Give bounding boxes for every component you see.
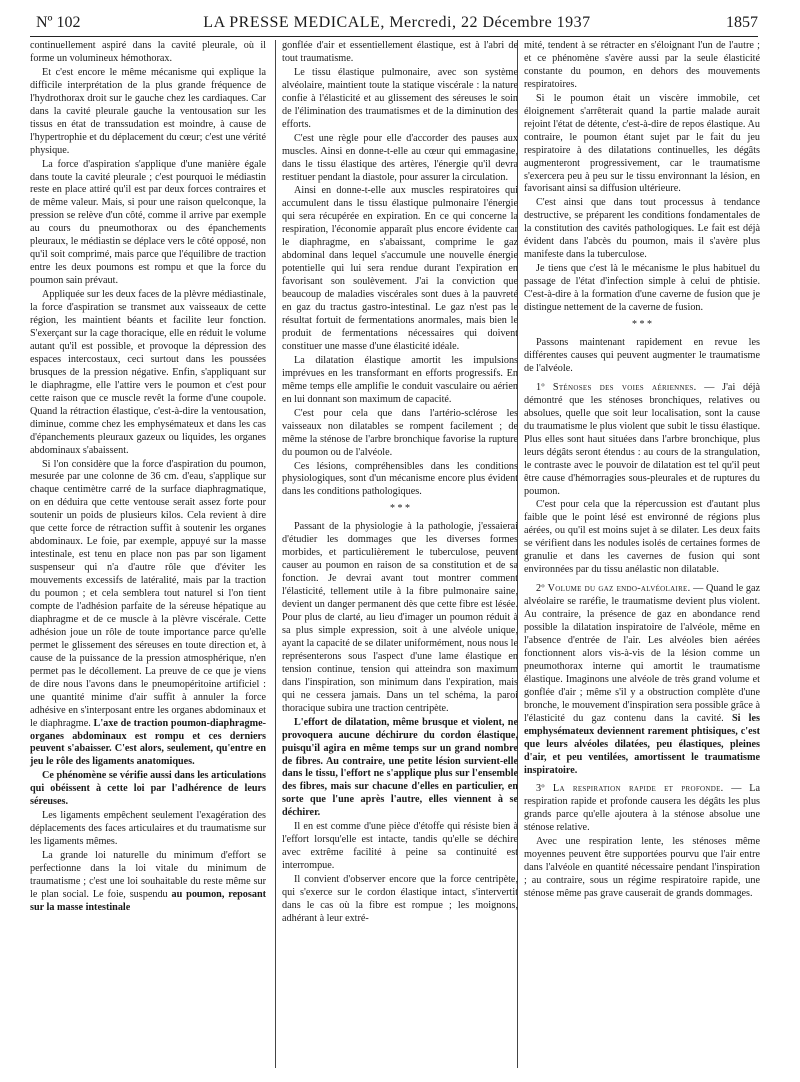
page-header — [36, 14, 758, 36]
paragraph: Passons maintenant rapidement en revue les différentes causes qui peuvent augmenter le traumatisme de l'alvéole. — [524, 337, 760, 374]
emphasis-text: L'axe de traction poumon-diaphragme-organes abdominaux est rompu et ces derniers peuvent s'abaisser. C'est alors, seulement, qu'entre en jeu le rôle des ligaments anatomiques. — [30, 717, 266, 768]
column-divider — [275, 40, 276, 1068]
paragraph: Si le poumon était un viscère immobile, cet éloignement s'arrêterait quand la partie malade aurait rejoint l'état de détente, c'est-à-dire de repos élastique. Au contraire, le poumon étant sujet par le fait du jeu respiratoire à des dilatations continuelles, les dégâts augmenteront progressivement, car le traumatisme s'exercera peu à peu sur le tissu environnant la lésion, en favorisant ainsi sa diffusion ultérieure. — [524, 92, 760, 195]
issue-number: Nº 102 — [36, 14, 81, 31]
paragraph-text: — La respiration rapide et profonde causera les dégâts les plus grands parce qu'elle ajoutera à la sténose absolue une sténose relative. — [524, 783, 760, 834]
paragraph-text: — Quand le gaz alvéolaire se raréfie, le traumatisme devient plus violent. Au contraire, la présence de gaz en abondance rend possible la dilatation inspiratoire de l'alvéole, même en l'absence d'entrée de l'air. Les alvéoles bien aérées fonctionnent alors vis-à-vis de la lésion comme un pneumothorax interne qui amortit le traumatisme élastique. Imaginons une alvéole de très grand volume et gonflée d'air ; même s'il y a obstruction complète d'une bronche, le mouvement d'inspiration sera possible grâce à l'élasticité du gaz contenu dans la cavité. — [524, 583, 760, 724]
page-number: 1857 — [726, 14, 758, 31]
header-rule — [30, 36, 758, 37]
paragraph: C'est pour cela que la répercussion est d'autant plus faible que le point lésé est environné de régions plus aérées, ou qu'il est moins sujet à se dilater. Les deux faits se vérifient dans les nodules isolés de certaines formes de granulie et dans les cavernes de fusion qui sont environnées par du tissu anélastic non dilatable. — [524, 499, 760, 576]
emphasis-text: Si les emphysémateux deviennent rarement phtisiques, c'est que leurs alvéoles dilatées, peu élastiques, pleines d'air, et peu ventilées, amortissent le traumatisme inspiratoire. — [524, 712, 760, 776]
paragraph: C'est une règle pour elle d'accorder des pauses aux muscles. Ainsi en donne-t-elle au cœur qui emmagasine, dans le tissu élastique des artères, l'énergie qu'il devra restituer pendant la diastole, pour assurer la circulation. — [282, 132, 518, 183]
emphasis-text: au poumon, reposant sur la masse intestinale — [30, 888, 266, 913]
paragraph: La dilatation élastique amortit les impulsions imprévues en les transformant en efforts progressifs. En même temps elle amplifie le conduit vasculaire ou aérien en lui donnant son maximum de capacité. — [282, 354, 518, 405]
paragraph: Appliquée sur les deux faces de la plèvre médiastinale, la force d'aspiration se transmet aux vaisseaux de cette région, les maintient béants et facilite leur fonction. S'exerçant sur la cage thoracique, elle en réduit le volume autant qu'il est possible, et provoque la dépression des espaces intercostaux, ceci surtout dans les poussées brusques de la pression négative. Enfin, s'appliquant sur le diaphragme, elle l'attire vers le poumon et c'est pour cette raison que ce muscle revêt la forme d'une coupole. Quand la rétraction élastique, c'est-à-dire la ventousation, diminue, comme chez les emphysémateux et dans les cas d'épanchements pleuraux gazeux ou liquides, les organes abdominaux s'abaissent. — [30, 289, 266, 456]
paragraph: Il en est comme d'une pièce d'étoffe qui résiste bien à l'effort lorsqu'elle est intacte, tandis qu'elle se déchire avec extrême facilité à peine sa continuité est interrompue. — [282, 821, 518, 872]
paragraph: C'est ainsi que dans tout processus à tendance destructive, se préparent les conditions fondamentales de la constitution des cavités pathologiques. Le fait est déjà évident dans l'abcès du poumon, mais il s'avère plus manifeste dans la tuberculose. — [524, 197, 760, 261]
paragraph: gonflée d'air et essentiellement élastique, est à l'abri de tout traumatisme. — [282, 40, 518, 64]
section-separator: * * * — [390, 503, 410, 515]
section-heading: 1º Sténoses des voies aériennes. — [536, 381, 697, 393]
paragraph: mité, tendent à se rétracter en s'éloignant l'un de l'autre ; et ce phénomène s'avère aussi par la seule élasticité constante du poumon, en dehors des mouvements respiratoires. — [524, 40, 760, 90]
paragraph-text: Si l'on considère que la force d'aspiration du poumon, mesurée par une colonne de 36 cm. d'eau, s'applique sur chaque centimètre carré de la surface diaphragmatique, on en déduira que cette ventouse serait assez forte pour soutenir un poids de plusieurs kilos. Cela revient à dire que cette force de rétraction suffit à soutenir les organes abdominaux. Le foie, par exemple, appuyé sur la masse intestinale, est tenu en place non pas par son ligament suspenseur qui n'a d'autre rôle que d'éviter les mouvements excessifs de latéralité, mais par la traction du poumon ; et cela semblera tout naturel si l'on tient compte de l'adhésion parfaite de la séreuse hépatique au diaphragme et de ce muscle à la plèvre viscérale. Cette adhésion joue un rôle de toute importance parce qu'elle permet le glissement des séreuses en toute direction et, à cause de la puissance de la pression atmosphérique, n'en permet pas le décollement. La preuve de ce que je viens de dire nous l'avons dans le pneumopéritoine artificiel : une quantité minime d'air suffit à annuler la force adhésive en s'interposant entre les organes abdominaux et le diaphragme. — [30, 458, 266, 729]
paragraph: Passant de la physiologie à la pathologie, j'essaierai d'étudier les dommages que les diverses formes morbides, et particulièrement le tuberculose, peuvent causer au poumon en raison de sa constitution et de sa fonction. Je devrai avant tout montrer comment l'élasticité, tellement utile à la fibre pulmonaire saine, devient un danger permanent dès que cette fibre est lésée. Pour plus de clarté, au lieu d'imager un poumon réduit à sa plus simple expression, soit à une alvéole unique, ayant la capacité de se dilater uniformément, nous nous le représenterons sous l'aspect d'une lame élastique en tension continue, tension qui atteindra son maximum dans l'inspiration, son minimum dans l'expiration, mais qui ne cessera jamais. Dans un tel schéma, la paroi thoracique subira une traction centripète. — [282, 521, 518, 714]
paragraph: Et c'est encore le même mécanisme qui explique la difficile interprétation de la plus grande fréquence de l'hydrothorax droit sur le gauche chez les cardiaques. Car dans la cavité pleurale gauche la ventousation sur les tissus en état de transsudation est moindre, à cause de l'hypertrophie et du déplacement du cœur; c'est une vérité physique. — [30, 66, 266, 156]
section-separator: * * * — [632, 319, 652, 331]
section-heading: 2º Volume du gaz endo-alvéolaire. — [536, 583, 691, 595]
paragraph: Ainsi en donne-t-elle aux muscles respiratoires qui accumulent dans le tissu élastique pulmonaire l'énergie qui sera récupérée en expiration. En ce qui concerne la respiration, l'économie apparaît plus encore évidente car le diaphragme, en s'abaissant, comprime le gaz abdominal dans lequel s'accumule une nouvelle énergie potentielle qui lui sera rendue durant l'expiration en favorisant son soulèvement. J'ai la conviction que beaucoup de maladies viscérales sont dues à la pauvreté en gaz du tractus gastro-intestinal. Le gaz n'est pas le résultat fortuit de fermentations anormales, mais bien le produit de fermentations nécessaires qui doivent constituer une masse d'une élasticité idéale. — [282, 185, 518, 352]
paragraph — [30, 850, 266, 915]
paragraph: Je tiens que c'est là le mécanisme le plus habituel du passage de l'état d'infection simple à celui de phtisie. C'est-à-dire à la formation d'une caverne de fusion que je distingue nettement de la caverne de fusion. — [524, 263, 760, 314]
paragraph-text: La grande loi naturelle du minimum d'effort se perfectionne dans la loi vitale du minimum de traumatisme ; c'est une loi souhaitable du reste même sur le plan social. Le foie, suspendu — [30, 850, 266, 900]
paragraph: Ce phénomène se vérifie aussi dans les articulations qui obéissent à cette loi par l'adhérence de leurs séreuses. — [30, 770, 266, 808]
paragraph — [524, 583, 760, 777]
paragraph: La force d'aspiration s'applique d'une manière égale dans toute la cavité pleurale ; c'est pourquoi le médiastin reste en place attiré qu'il est par deux forces contraires et de même valeur. Mais, si pour une raison quelconque, la pression se relève d'un côté, comme il arrive par exemple au cours du pneumothorax ou des épanchements pleuraux, le médiastin se déplace vers le côté opposé, non qu'il soit comprimé, mais parce que l'équilibre de traction entre les deux poumons est rompu et que la force du poumon sain prévaut. — [30, 158, 266, 287]
paragraph — [30, 459, 266, 770]
paragraph: continuellement aspiré dans la cavité pleurale, où il forme un volumineux hémothorax. — [30, 40, 266, 64]
paragraph-text: — J'ai déjà démontré que les sténoses bronchiques, relatives ou absolues, quelle que soit leur localisation, sont la cause du traumatisme le plus violent que subit le tissu élastique. Plus elles sont haut situées dans l'arbre bronchique, plus leurs dégâts seront étendus : au cours de la strangulation, le contraste avec le pouvoir de dilatation est tel qu'il peut être cause d'hémorragies sous-pleurales et de ruptures du poumon. — [524, 381, 760, 497]
paragraph: Ces lésions, compréhensibles dans les conditions physiologiques, sont d'un mécanisme encore plus évident dans les conditions pathologiques. — [282, 460, 518, 498]
paragraph — [524, 382, 760, 499]
paragraph: L'effort de dilatation, même brusque et violent, ne provoquera aucune déchirure du cordon élastique, puisqu'il agira en même temps sur un grand nombre de fibres. Au contraire, une petite lésion survient-elle dans le tissu, l'effort ne s'applique plus sur l'ensemble des fibres, mais sur chacune d'elles en particulier, en sorte que l'une après l'autre, elles viennent à se déchirer. — [282, 716, 518, 819]
column-3 — [524, 40, 760, 901]
journal-title: LA PRESSE MEDICALE, Mercredi, 22 Décembre 1937 — [203, 14, 591, 31]
paragraph: Avec une respiration lente, les sténoses même moyennes peuvent être supportées pourvu que l'air entre dans l'alvéole en quantité nécessaire pendant l'inspiration ; au contraire, sous un régime respiratoire rapide, une sténose même pas grave causerait de grands dommages. — [524, 836, 760, 900]
column-1 — [30, 40, 266, 915]
paragraph: Les ligaments empêchent seulement l'exagération des déplacements des faces articulaires et du traumatisme sur les ligaments mêmes. — [30, 810, 266, 848]
column-2 — [282, 40, 518, 926]
paragraph: C'est pour cela que dans l'artério-sclérose les vaisseaux non dilatables se rompent facilement ; de même la sténose de l'arbre bronchique favorise la rupture du poumon ou de l'alvéole. — [282, 407, 518, 458]
paragraph — [524, 783, 760, 835]
paragraph: Il convient d'observer encore que la force centripète, qui s'exerce sur le cordon élastique intact, s'intervertit dans le cas où la fibre est rompue ; les moignons, adhérant à leur extré- — [282, 874, 518, 924]
section-heading: 3º La respiration rapide et profonde. — [536, 783, 724, 795]
paragraph: Le tissu élastique pulmonaire, avec son système alvéolaire, maintient toute la statique viscérale : la nature confie à l'élasticité et au glissement des séreuses le soin de l'élimination des traumatismes et de la diminution des efforts. — [282, 66, 518, 130]
